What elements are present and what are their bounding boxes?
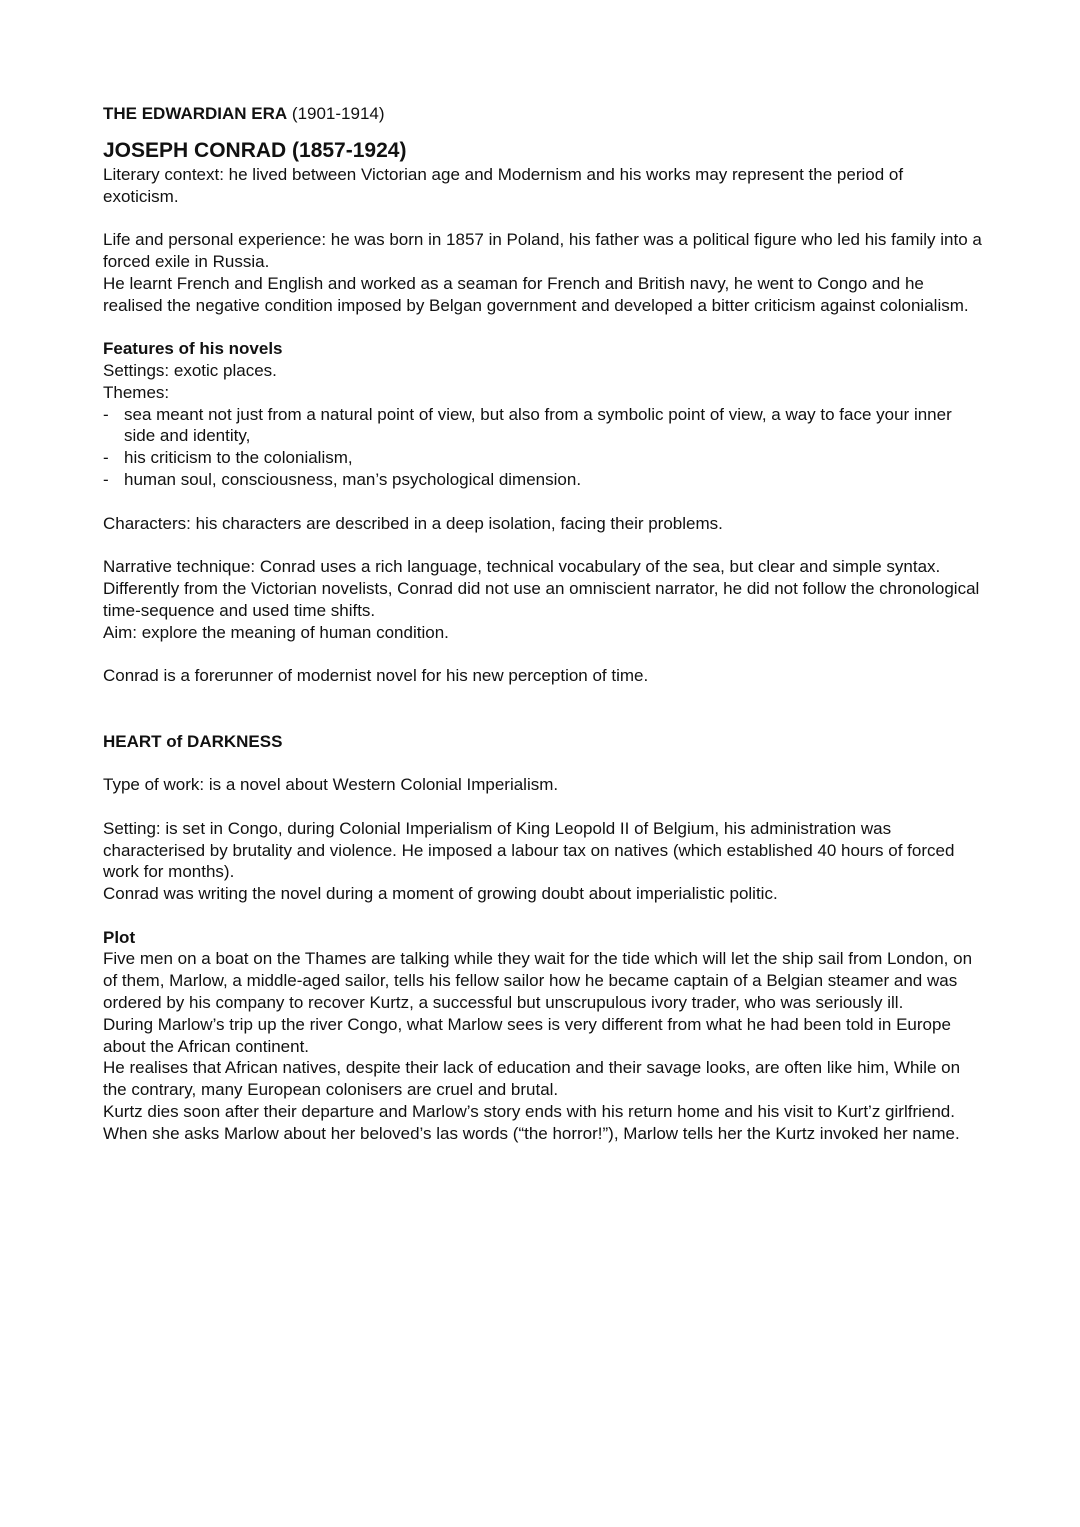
spacer [103,491,983,513]
era-heading [103,103,983,125]
spacer [103,643,983,665]
theme-item: - human soul, consciousness, man’s psychological dimension. [103,469,983,491]
literary-context: Literary context: he lived between Victorian age and Modernism and his works may represent the period of exoticism. [103,164,904,206]
narrative-paragraph-2: Differently from the Victorian novelists, Conrad did not use an omniscient narrator, he did not follow the chronological time-sequence and used time shifts. [103,578,980,620]
themes-list [103,404,983,491]
plot-heading: Plot [103,927,136,947]
document-page [103,103,983,1145]
spacer [103,687,983,731]
era-title: THE EDWARDIAN ERA [103,104,288,123]
spacer [103,534,983,556]
plot-paragraph: Kurtz dies soon after their departure and Marlow’s story ends with his return home and his visit to Kurt’z girlfriend. [103,1102,955,1122]
narrative-paragraph-1: Narrative technique: Conrad uses a rich language, technical vocabulary of the sea, but clear and simple syntax. [103,557,941,577]
forerunner-text: Conrad is a forerunner of modernist novel for his new perception of time. [103,666,649,686]
spacer [103,752,983,774]
features-heading: Features of his novels [103,339,283,359]
aim-text: Aim: explore the meaning of human condition. [103,622,449,642]
author-title: JOSEPH CONRAD (1857-1924) [103,138,407,162]
life-paragraph-1: Life and personal experience: he was born in 1857 in Poland, his father was a political figure who led his family into a forced exile in Russia. [103,230,982,271]
spacer [103,905,983,927]
life-paragraph-2: He learnt French and English and worked as a seaman for French and British navy, he went to Congo and he realised the negative condition imposed by Belgan government and developed a bitter criticism against colonialism. [103,273,969,315]
spacer [103,316,983,338]
setting-paragraph-1: Setting: is set in Congo, during Colonial Imperialism of King Leopold II of Belgium, his administration was characterised by brutality and violence. He imposed a labour tax on natives (which established 40 hours of forced work for months). [103,818,955,882]
theme-item: - sea meant not just from a natural point of view, but also from a symbolic point of view, a way to face your inner side and identity, [103,404,983,448]
spacer [103,207,983,229]
plot-paragraph: When she asks Marlow about her beloved’s las words (“the horror!”), Marlow tells her the Kurtz invoked her name. [103,1123,960,1143]
theme-item: - his criticism to the colonialism, [103,447,983,469]
characters-text: Characters: his characters are described in a deep isolation, facing their problems. [103,513,723,533]
plot-paragraph: Five men on a boat on the Thames are talking while they wait for the tide which will let the ship sail from London, on of them, Marlow, a middle-aged sailor, tells his fellow sailor how he became captain of a Belgian steamer and was ordered by his company to recover Kurtz, a successful but unscrupulous ivory trader, who was seriously ill. [103,949,973,1013]
setting-paragraph-2: Conrad was writing the novel during a moment of growing doubt about imperialistic politic. [103,884,778,904]
type-of-work-text: Type of work: is a novel about Western Colonial Imperialism. [103,775,559,795]
themes-label: Themes: [103,382,170,402]
plot-paragraph: During Marlow’s trip up the river Congo, what Marlow sees is very different from what he had been told in Europe about the African continent. [103,1014,951,1056]
settings-text: Settings: exotic places. [103,360,277,380]
era-years: (1901-1914) [291,104,385,123]
spacer [103,796,983,818]
plot-paragraph: He realises that African natives, despite their lack of education and their savage looks, are often like him, While on the contrary, many European colonisers are cruel and brutal. [103,1058,961,1100]
novel-title: HEART of DARKNESS [103,731,283,751]
